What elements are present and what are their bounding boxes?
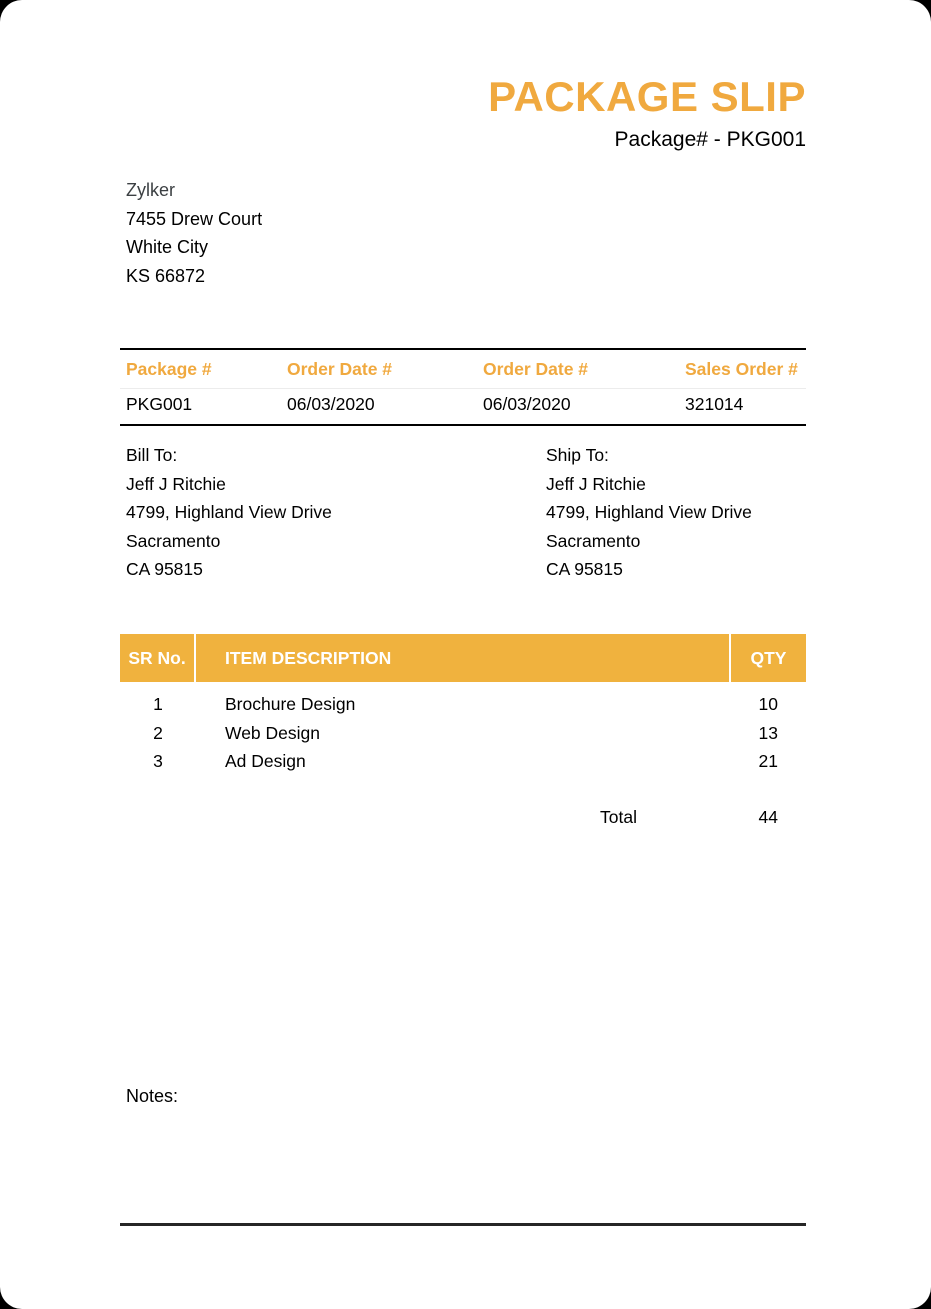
bill-to-line: Sacramento xyxy=(126,530,221,551)
document-header xyxy=(488,75,806,152)
bill-to-line: Jeff J Ritchie xyxy=(126,473,226,494)
ship-to-label: Ship To: xyxy=(546,445,609,465)
package-info-value-row xyxy=(120,389,806,426)
total-row xyxy=(120,807,806,828)
package-info-value: 06/03/2020 xyxy=(287,394,375,414)
package-info-header: Package # xyxy=(126,359,212,379)
items-table xyxy=(120,634,806,776)
ship-to-line: Jeff J Ritchie xyxy=(546,473,646,494)
company-address-line: KS 66872 xyxy=(126,265,206,286)
items-header-description: ITEM DESCRIPTION xyxy=(196,634,731,682)
bill-to-line: CA 95815 xyxy=(126,559,203,580)
footer-divider xyxy=(120,1223,806,1226)
items-header-qty: QTY xyxy=(750,647,787,668)
ship-to-block xyxy=(546,441,752,584)
notes-label: Notes: xyxy=(126,1086,179,1106)
total-label: Total xyxy=(600,807,637,827)
item-qty: 21 xyxy=(758,751,778,772)
package-info-value: 06/03/2020 xyxy=(483,394,571,414)
company-address-line: White City xyxy=(126,237,209,258)
bill-to-line: 4799, Highland View Drive xyxy=(126,502,332,523)
ship-to-line: Sacramento xyxy=(546,530,641,551)
item-qty: 10 xyxy=(758,694,778,714)
item-sr: 3 xyxy=(153,751,163,772)
package-info-header: Sales Order # xyxy=(685,359,798,379)
package-info-value: 321014 xyxy=(685,394,744,414)
item-sr: 2 xyxy=(153,722,163,743)
item-qty: 13 xyxy=(758,722,778,743)
item-description: Web Design xyxy=(225,722,321,743)
package-info-header: Order Date # xyxy=(483,359,589,379)
item-description: Brochure Design xyxy=(225,694,356,714)
items-header-sr: SR No. xyxy=(120,634,196,682)
package-info-header: Order Date # xyxy=(287,359,393,379)
ship-to-line: 4799, Highland View Drive xyxy=(546,502,752,523)
addresses-section xyxy=(126,441,806,584)
bill-to-block xyxy=(126,441,546,584)
total-qty-value: 44 xyxy=(758,807,778,827)
company-name: Zylker xyxy=(126,180,175,200)
items-table-body xyxy=(120,690,806,776)
items-table-header-row xyxy=(120,634,806,682)
table-row xyxy=(120,690,806,719)
document-title: PACKAGE SLIP xyxy=(488,73,806,120)
company-address-line: 7455 Drew Court xyxy=(126,208,263,229)
package-info-header-row xyxy=(120,348,806,389)
bill-to-label: Bill To: xyxy=(126,445,178,465)
table-row xyxy=(120,719,806,748)
company-address-block xyxy=(126,176,262,290)
table-row xyxy=(120,747,806,776)
ship-to-line: CA 95815 xyxy=(546,559,623,580)
package-info-value: PKG001 xyxy=(126,394,193,414)
item-sr: 1 xyxy=(153,694,163,714)
package-info-table xyxy=(120,348,806,426)
item-description: Ad Design xyxy=(225,751,306,772)
package-number: Package# - PKG001 xyxy=(614,128,806,152)
